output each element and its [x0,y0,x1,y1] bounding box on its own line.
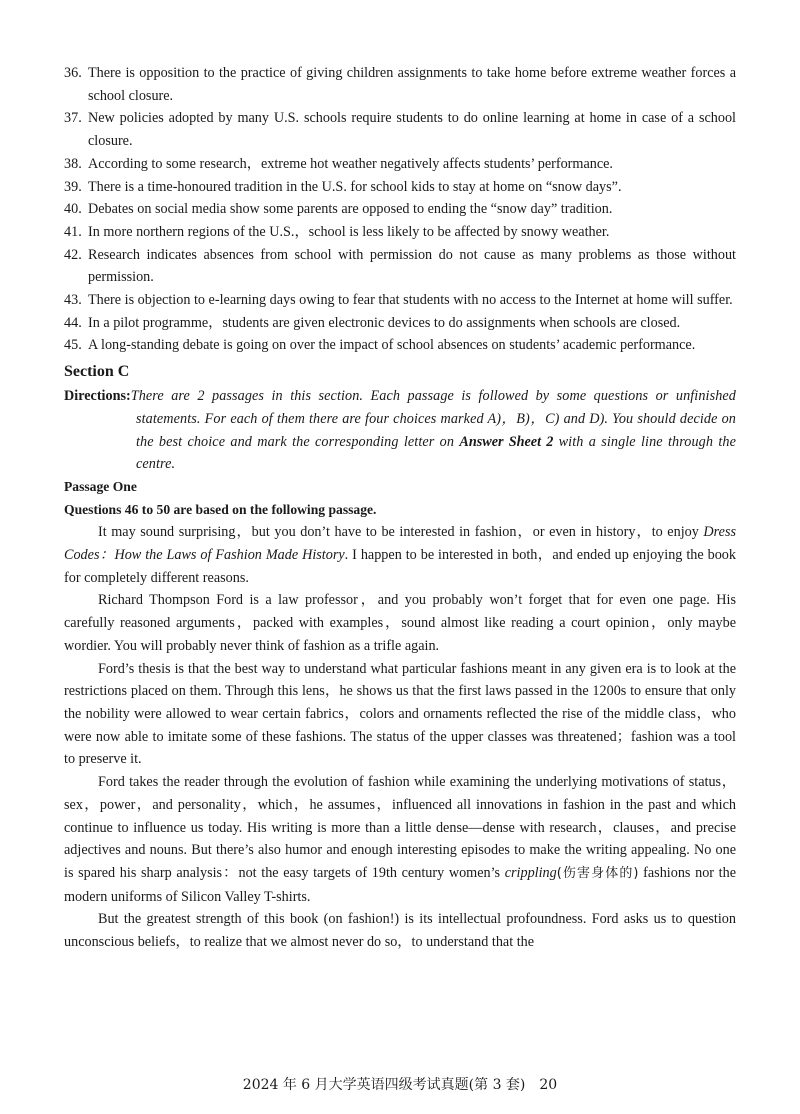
directions-tail: with a single line through the centre. [136,433,736,473]
question-number: 41. [64,223,82,240]
paragraph-text: It may sound surprising，but you don’t have to be interested in fashion，or even in history，to enjoy [98,524,704,541]
question-43 [64,289,736,312]
passage-paragraph-4 [64,771,736,908]
paragraph-text: . I happen to be interested in both，and ended up enjoying the book for completely different reasons. [64,547,736,586]
section-title: Section C [64,363,130,381]
passage-paragraph-2: Richard Thompson Ford is a law professor，and you probably won’t forget that for even one page. His carefully reasoned arguments，packed with examples，sound almost like reading a court opinion，only maybe wordier. You will probably never think of fashion as a trifle again. [64,592,736,654]
chinese-gloss: (伤害身体的) [556,865,639,881]
paragraph-text: fashions nor the modern uniforms of Silicon Valley T-shirts. [64,864,736,905]
question-38 [64,153,736,176]
question-42 [64,244,736,289]
question-number: 44. [64,314,82,331]
directions-text: There are 2 passages in this section. Each passage is followed by some questions or unfinished statements. For each of them there are four choices marked A)，B)，C) and D). You should decide on the best choice and mark the corresponding letter on [130,388,736,450]
question-text: In more northern regions of the U.S.，school is less likely to be affected by snowy weather. [88,223,610,240]
question-text: There is opposition to the practice of giving children assignments to take home before extreme weather forces a school closure. [88,65,736,104]
question-number: 37. [64,110,82,127]
question-number: 39. [64,178,82,195]
question-text: Debates on social media show some parents are opposed to ending the “snow day” tradition. [88,201,613,218]
question-text: Research indicates absences from school with permission do not cause as many problems as those without permission. [88,246,736,286]
question-text: There is a time-honoured tradition in the U.S. for school kids to stay at home on “snow days”. [88,178,622,195]
question-text: There is objection to e-learning days owing to fear that students with no access to the Internet at home will suffer. [88,292,733,309]
paragraph-text: Ford takes the reader through the evolution of fashion while examining the underlying motivations of status，sex，power，and personality，which，he assumes，influenced all innovations in fashion in the past and which continue to influence us today. His writing is more than a little dense—dense with research，clauses，and precise adjectives and nouns. But there’s also humor and enough interesting episodes to make the writing appealing. No one is spared his sharp analysis：not the easy targets of 19th century women’s [64,774,736,881]
question-number: 36. [64,65,82,81]
question-37 [64,107,736,152]
question-text: New policies adopted by many U.S. schools require students to do online learning at home in case of a school closure. [88,110,736,150]
book-title: Dress Codes：How the Laws of Fashion Made History [64,524,736,564]
directions-label: Directions: [64,388,131,405]
questions-range-line: Questions 46 to 50 are based on the following passage. [64,501,377,517]
italic-word: crippling [504,864,557,881]
directions-answer-sheet: Answer Sheet 2 [459,433,554,450]
page-content [64,62,736,954]
directions [64,385,736,476]
question-40 [64,198,736,221]
question-45 [64,334,736,357]
question-number: 42. [64,246,82,263]
passage-paragraph-5: But the greatest strength of this book (on fashion!) is its intellectual profoundness. Ford asks us to question unconscious beliefs，to realize that we almost never do so，to understand that the [64,911,736,951]
passage-paragraph-1 [64,521,736,589]
question-number: 38. [64,155,82,172]
question-text: A long-standing debate is going on over the impact of school absences on students’ academic performance. [88,337,696,354]
question-39 [64,176,736,199]
question-text: According to some research，extreme hot weather negatively affects students’ performance. [88,155,613,172]
question-41 [64,221,736,244]
passage-paragraph-3: Ford’s thesis is that the best way to understand what particular fashions meant in any given era is to look at the restrictions placed on them. Through this lens，he shows us that the first laws passed in the 1200s to ensure that only the nobility were allowed to wear certain fabrics，colors and ornaments reflected the rise of the middle class，who were now able to imitate some of these fashions. The status of the upper classes was threatened；fashion was a tool to preserve it. [64,660,736,768]
question-number: 40. [64,201,82,218]
page-footer: 2024 年 6 月大学英语四级考试真题(第 3 套) 20 [242,1077,558,1093]
question-number: 43. [64,292,82,309]
question-44 [64,312,736,335]
passage-heading: Passage One [64,478,137,494]
question-number: 45. [64,337,82,354]
question-text: In a pilot programme，students are given electronic devices to do assignments when schools are closed. [88,314,681,331]
question-36 [64,62,736,107]
